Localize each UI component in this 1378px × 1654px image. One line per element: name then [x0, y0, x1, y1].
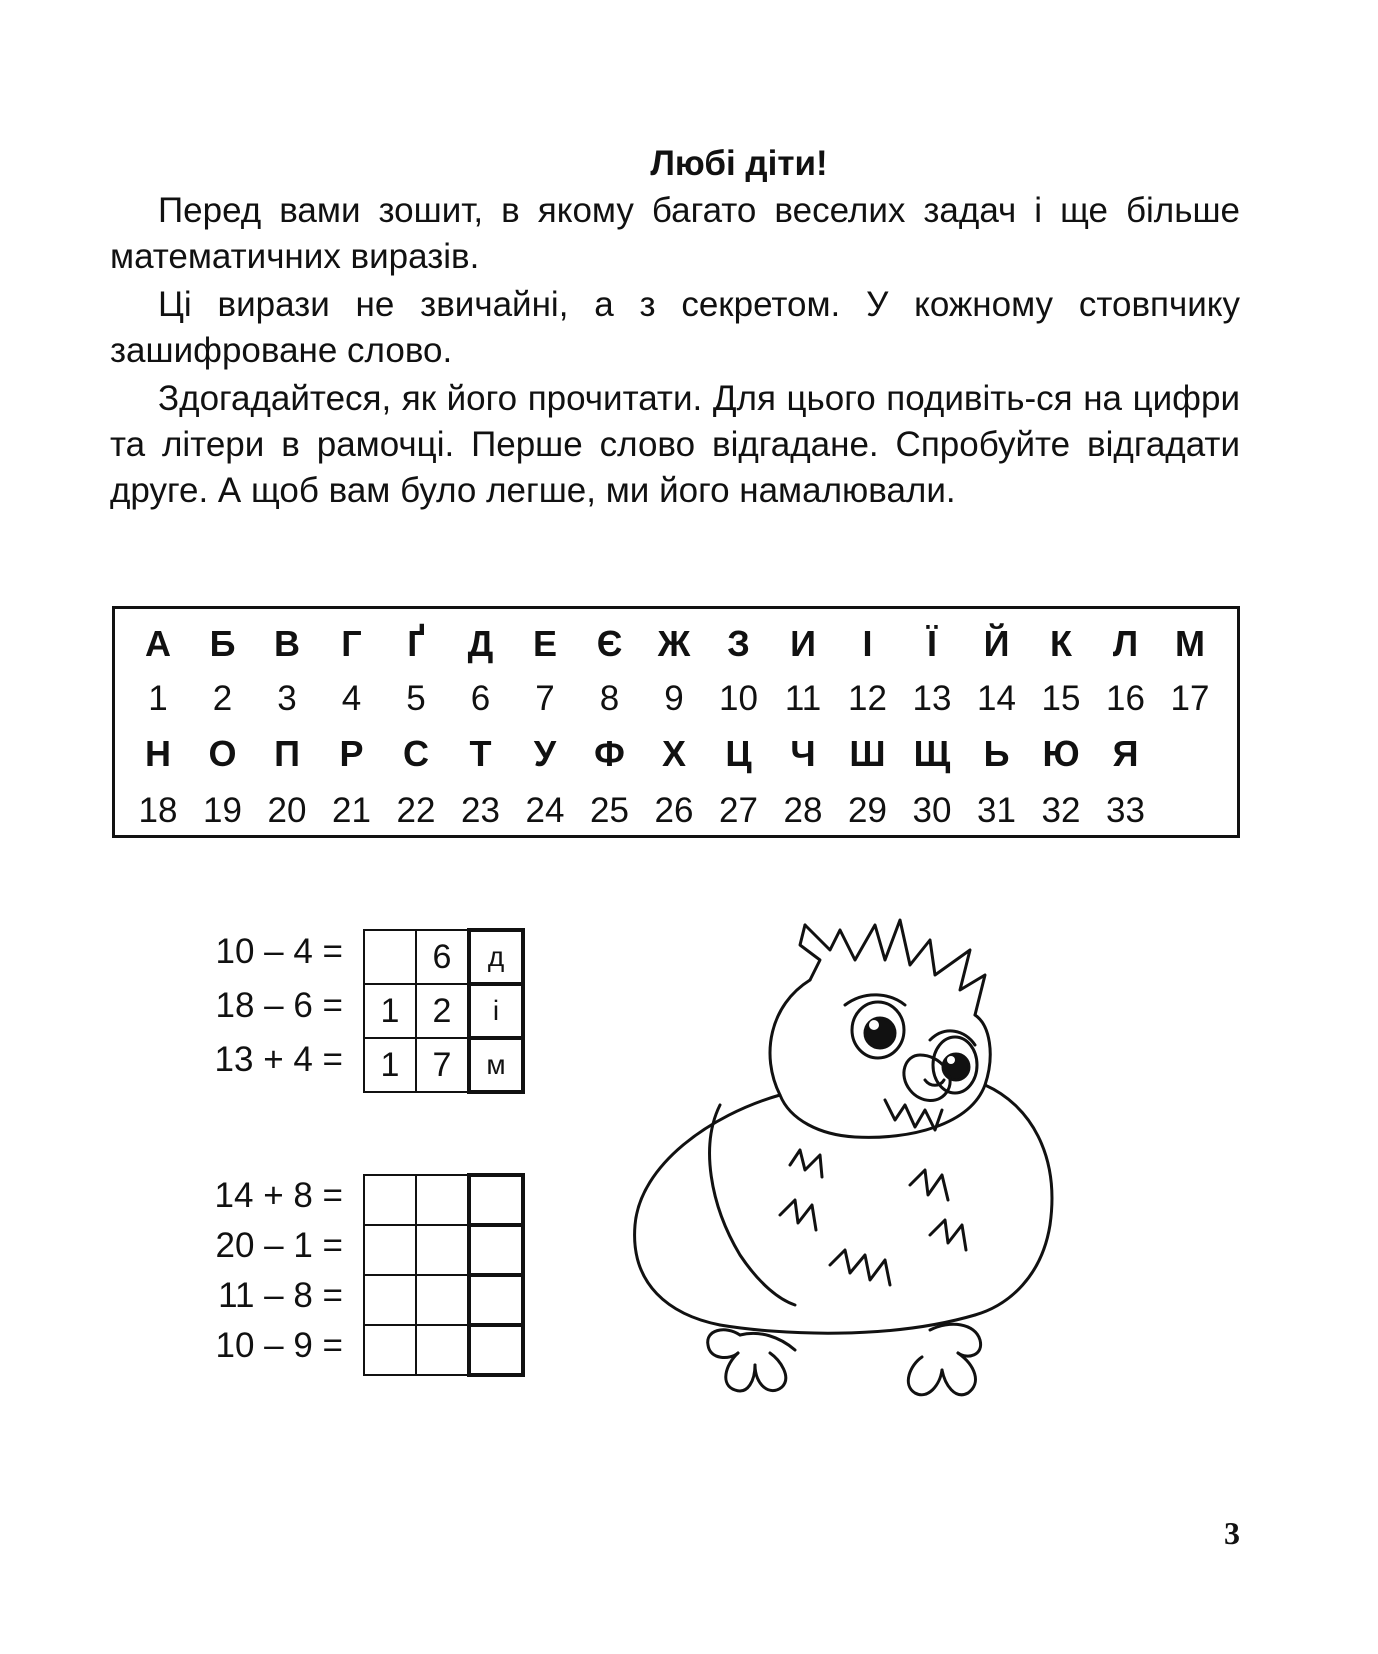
alphabet-cell: 33: [1106, 791, 1145, 830]
alphabet-cell: 28: [783, 791, 823, 830]
letter-cell: м: [469, 1038, 523, 1092]
alphabet-cell: 23: [461, 791, 500, 830]
alphabet-cell: 1: [148, 679, 168, 718]
alphabet-cell: В: [274, 623, 300, 664]
letter-cell: д: [469, 930, 523, 984]
alphabet-cell: 10: [719, 679, 758, 718]
alphabet-cell: Є: [596, 623, 623, 664]
alphabet-cell: Г: [341, 623, 362, 664]
alphabet-cell: 18: [138, 791, 178, 830]
alphabet-cell: Ч: [790, 733, 816, 774]
alphabet-cell: Л: [1112, 623, 1139, 664]
answer-grid-2: [363, 1173, 525, 1377]
alphabet-cell: Х: [661, 733, 686, 774]
alphabet-cell: 19: [203, 791, 242, 830]
alphabet-cell: 11: [784, 679, 822, 718]
letter-cell: і: [469, 984, 523, 1038]
tens-cell: 1: [364, 984, 416, 1038]
alphabet-cell: М: [1175, 623, 1205, 664]
alphabet-cell: А: [145, 623, 171, 664]
alphabet-cell: Щ: [913, 733, 951, 774]
ones-cell: 6: [416, 930, 469, 984]
letter-cell[interactable]: [469, 1275, 523, 1325]
alphabet-cell: Р: [339, 733, 364, 774]
ones-cell[interactable]: [416, 1275, 469, 1325]
alphabet-cell: 7: [535, 679, 555, 718]
alphabet-cell: 31: [977, 791, 1016, 830]
alphabet-cell: 24: [525, 791, 565, 830]
intro-text: [110, 188, 1240, 514]
alphabet-cell: І: [862, 623, 873, 664]
alphabet-cell: 12: [848, 679, 887, 718]
ones-cell[interactable]: [416, 1225, 469, 1275]
alphabet-cell: Ї: [927, 623, 937, 664]
expression: 13 + 4 =: [214, 1040, 343, 1079]
tens-cell[interactable]: [364, 1225, 416, 1275]
intro-paragraph-1: Перед вами зошит, в якому багато веселих задач і ще більше математичних виразів.: [110, 191, 1240, 276]
alphabet-cell: 32: [1041, 791, 1081, 830]
letter-cell[interactable]: [469, 1225, 523, 1275]
tens-cell[interactable]: [364, 1275, 416, 1325]
alphabet-cell: С: [403, 733, 429, 774]
alphabet-cell: Ж: [657, 623, 691, 664]
expression: 14 + 8 =: [214, 1176, 343, 1215]
alphabet-cell: 2: [212, 679, 233, 718]
alphabet-cell: 25: [590, 791, 629, 830]
alphabet-cell: Ш: [849, 733, 886, 774]
alphabet-cell: Б: [209, 623, 236, 664]
alphabet-cipher-table: [112, 606, 1240, 838]
alphabet-cell: 15: [1041, 679, 1081, 718]
alphabet-cell: И: [790, 623, 816, 664]
tens-cell[interactable]: [364, 1325, 416, 1375]
alphabet-cell: 9: [664, 679, 684, 718]
alphabet-cell: З: [727, 623, 750, 664]
ones-cell: 2: [416, 984, 469, 1038]
expression: 11 – 8 =: [218, 1276, 343, 1315]
alphabet-cell: Т: [469, 733, 492, 774]
expression: 10 – 9 =: [215, 1326, 343, 1365]
ones-cell[interactable]: [416, 1175, 469, 1225]
owl-illustration: [630, 905, 1110, 1425]
alphabet-cell: К: [1050, 623, 1072, 664]
tens-cell: [364, 930, 416, 984]
expression: 18 – 6 =: [215, 986, 343, 1025]
alphabet-cell: Ґ: [407, 623, 425, 664]
alphabet-cell: Й: [983, 623, 1010, 664]
page-number: 3: [1224, 1515, 1240, 1551]
alphabet-cell: 22: [396, 791, 436, 830]
alphabet-cell: 27: [719, 791, 758, 830]
page-title: Любі діти!: [650, 144, 828, 183]
intro-paragraph-2: Ці вирази не звичайні, а з секретом. У кожному стовпчику зашифроване слово.: [110, 285, 1240, 370]
answer-grid-1: [363, 928, 525, 1094]
expression: 20 – 1 =: [215, 1226, 343, 1265]
alphabet-cell: Ф: [594, 733, 625, 774]
tens-cell[interactable]: [364, 1175, 416, 1225]
alphabet-cell: Н: [145, 733, 171, 774]
alphabet-cell: О: [208, 733, 237, 774]
alphabet-cell: Ц: [725, 733, 752, 774]
alphabet-cell: 4: [341, 679, 362, 718]
expression: 10 – 4 =: [215, 932, 343, 971]
alphabet-cell: Е: [532, 623, 557, 664]
alphabet-cell: 6: [470, 679, 491, 718]
alphabet-cell: У: [533, 733, 557, 774]
alphabet-cell: П: [274, 733, 300, 774]
alphabet-cell: 21: [332, 791, 371, 830]
alphabet-cell: Я: [1112, 733, 1139, 774]
alphabet-cell: 14: [977, 679, 1016, 718]
alphabet-cell: 13: [912, 679, 952, 718]
alphabet-cell: 8: [599, 679, 620, 718]
alphabet-cell: 5: [406, 679, 426, 718]
alphabet-cell: 29: [848, 791, 887, 830]
alphabet-cell: Ю: [1042, 733, 1080, 774]
ones-cell[interactable]: [416, 1325, 469, 1375]
ones-cell: 7: [416, 1038, 469, 1092]
alphabet-cell: 17: [1170, 679, 1210, 718]
alphabet-cell: 20: [267, 791, 307, 830]
alphabet-cell: 3: [277, 679, 297, 718]
alphabet-cell: 30: [912, 791, 952, 830]
tens-cell: 1: [364, 1038, 416, 1092]
intro-paragraph-3: Здогадайтеся, як його прочитати. Для цього подивіть-ся на цифри та літери в рамочці. Перше слово відгадане. Спробуйте відгадати друге. А щоб вам було легше, ми його намалювали.: [110, 379, 1240, 510]
letter-cell[interactable]: [469, 1325, 523, 1375]
alphabet-cell: 16: [1106, 679, 1145, 718]
alphabet-cell: 26: [654, 791, 694, 830]
letter-cell[interactable]: [469, 1175, 523, 1225]
alphabet-cell: Д: [467, 623, 494, 664]
alphabet-cell: Ь: [983, 733, 1010, 774]
